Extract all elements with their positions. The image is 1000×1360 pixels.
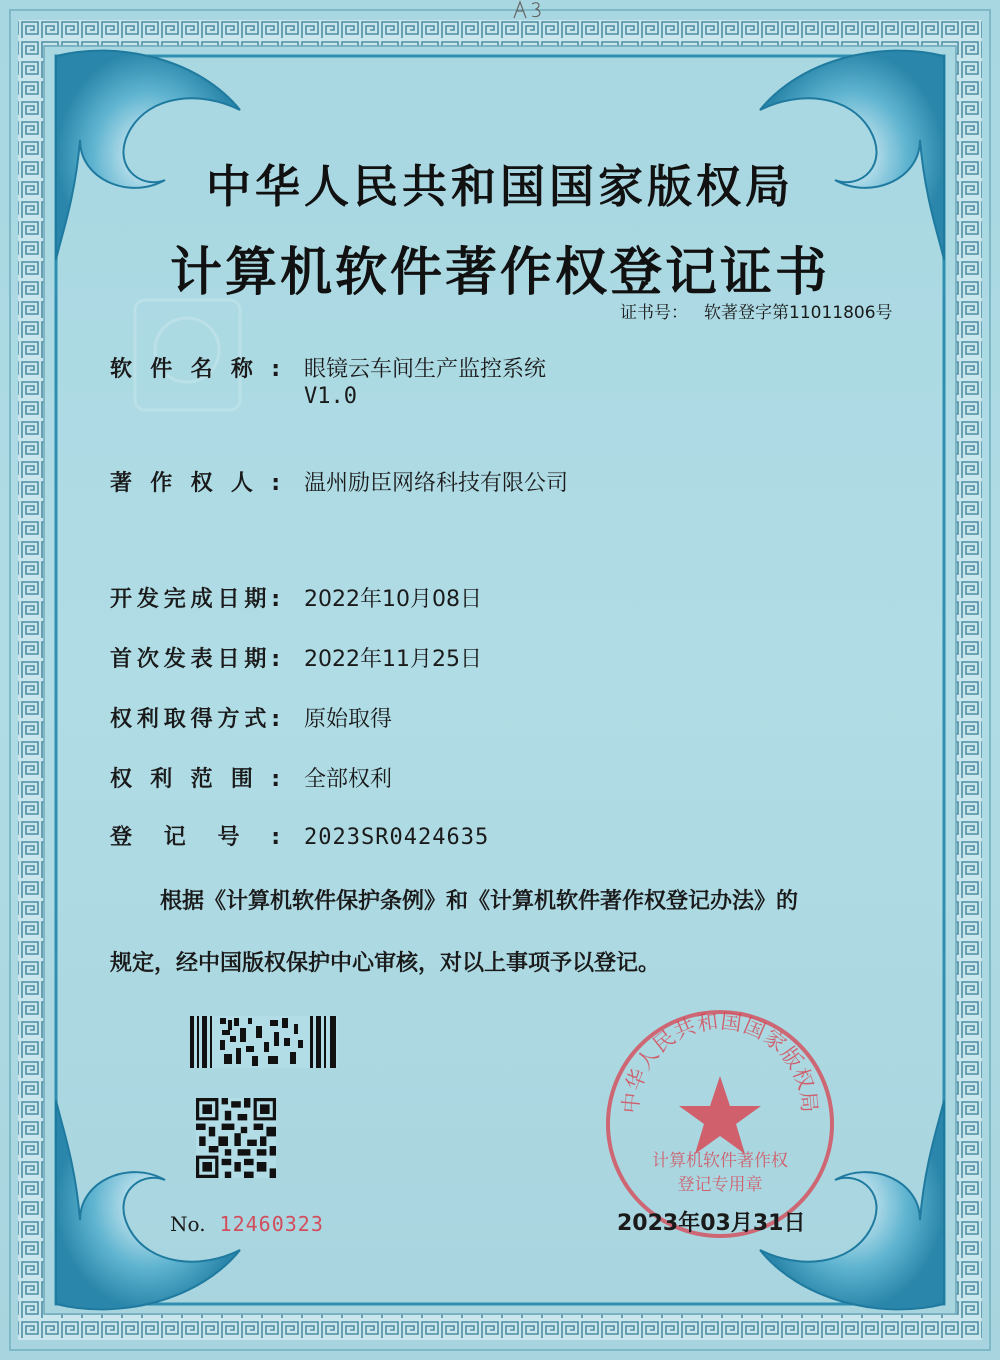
- handwritten-mark: [510, 0, 550, 20]
- serial-number: [170, 1212, 324, 1236]
- dev-date-value: 2022年10月08日: [304, 587, 482, 612]
- seal-inner-line-1: 计算机软件著作权: [652, 1151, 788, 1171]
- reg-no-value: 2023SR0424635: [304, 825, 490, 850]
- certificate-number: [620, 298, 893, 323]
- certificate-number-label: 证书号：: [620, 303, 688, 323]
- software-version: V1.0: [304, 384, 357, 409]
- issue-date: 2023年03月31日: [617, 1211, 806, 1236]
- pub-date-value: 2022年11月25日: [304, 647, 482, 672]
- statement-line-1: 根据《计算机软件保护条例》和《计算机软件著作权登记办法》的: [160, 889, 799, 914]
- scope-row: [110, 762, 392, 793]
- software-name-value: 眼镜云车间生产监控系统: [304, 357, 547, 382]
- dev-date-label: 开发完成日期:: [110, 587, 280, 612]
- serial-number-label: No.: [170, 1212, 206, 1236]
- owner-row: [110, 466, 568, 497]
- certificate-number-value: 软著登字第11011806号: [704, 303, 893, 323]
- pub-date-row: [110, 642, 482, 673]
- acquire-value: 原始取得: [304, 707, 393, 732]
- qr-code: [196, 1098, 276, 1178]
- statement-line-2: 规定，经中国版权保护中心审核，对以上事项予以登记。: [110, 951, 661, 976]
- seal-outer-text: 中华人民共和国国家版权局: [618, 1009, 822, 1115]
- pub-date-label: 首次发表日期:: [110, 647, 280, 672]
- acquire-label: 权利取得方式:: [110, 707, 280, 732]
- reg-no-row: [110, 820, 489, 851]
- barcode: [190, 1016, 338, 1068]
- certificate-title: 计算机软件著作权登记证书: [169, 243, 830, 303]
- issuing-authority: 中华人民共和国国家版权局: [205, 160, 794, 213]
- owner-label: 著作权人:: [110, 471, 280, 496]
- reg-no-label: 登记号:: [110, 825, 280, 850]
- software-name-label: 软件名称:: [110, 357, 280, 382]
- dev-date-row: [110, 582, 482, 613]
- serial-number-value: 12460323: [219, 1212, 324, 1236]
- seal-star: [679, 1076, 761, 1154]
- acquire-row: [110, 702, 392, 733]
- software-name-row: [110, 352, 546, 383]
- seal-inner-line-2: 登记专用章: [677, 1175, 763, 1195]
- scope-label: 权利范围:: [110, 767, 280, 792]
- scope-value: 全部权利: [304, 767, 393, 792]
- owner-value: 温州励臣网络科技有限公司: [304, 471, 569, 496]
